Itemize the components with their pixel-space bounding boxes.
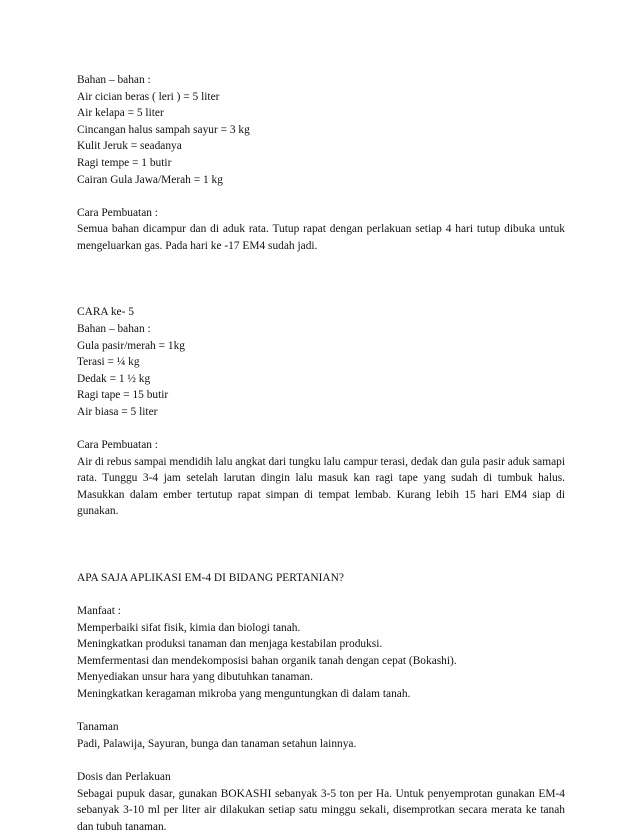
ingredient-item: Cairan Gula Jawa/Merah = 1 kg <box>77 173 223 186</box>
method-heading: Cara Pembuatan : <box>77 206 158 219</box>
benefit-item: Meningkatkan keragaman mikroba yang menguntungkan di dalam tanah. <box>77 688 411 700</box>
benefit-item: Memperbaiki sifat fisik, kimia dan biologi tanah. <box>77 621 301 634</box>
benefit-item: Meningkatkan produksi tanaman dan menjaga kestabilan produksi. <box>77 638 383 651</box>
ingredient-item: Dedak = 1 ½ kg <box>77 372 151 385</box>
ingredients-heading: Bahan – bahan : <box>77 74 151 86</box>
plants-heading: Tanaman <box>77 721 119 734</box>
method-heading: Cara Pembuatan : <box>77 439 158 452</box>
ingredient-item: Cincangan halus sampah sayur = 3 kg <box>77 123 250 136</box>
method-paragraph: Semua bahan dicampur dan di aduk rata. Tutup rapat dengan perlakuan setiap 4 hari tutup dibuka untuk mengeluarkan gas. Pada hari ke -17 EM4 sudah jadi. <box>77 223 565 252</box>
ingredient-item: Ragi tape = 15 butir <box>77 389 169 402</box>
ingredient-item: Ragi tempe = 1 butir <box>77 156 172 169</box>
section-title: APA SAJA APLIKASI EM-4 DI BIDANG PERTANIAN? <box>77 571 344 584</box>
ingredients-heading: Bahan – bahan : <box>77 322 151 335</box>
dosage-heading: Dosis dan Perlakuan <box>77 770 171 783</box>
ingredient-item: Terasi = ¼ kg <box>77 356 140 369</box>
ingredient-item: Air kelapa = 5 liter <box>77 107 164 120</box>
benefit-item: Menyediakan unsur hara yang dibutuhkan tanaman. <box>77 671 313 684</box>
ingredient-item: Air biasa = 5 liter <box>77 405 158 418</box>
ingredient-item: Gula pasir/merah = 1kg <box>77 339 185 352</box>
section-title: CARA ke- 5 <box>77 306 134 319</box>
ingredient-item: Air cician beras ( leri ) = 5 liter <box>77 90 220 103</box>
plants-text: Padi, Palawija, Sayuran, bunga dan tanaman setahun lainnya. <box>77 737 357 750</box>
method-paragraph: Air di rebus sampai mendidih lalu angkat dari tungku lalu campur terasi, dedak dan gula pasir aduk samapi rata. Tunggu 3-4 jam setelah larutan dingin lalu masuk kan ragi tape yang sudah di tumbuk halus. Masukkan dalam ember tertutup rapat simpan di tempat lembab. Kurang lebih 15 hari EM4 siap di gunakan. <box>77 455 565 518</box>
document-body <box>77 72 565 835</box>
benefits-heading: Manfaat : <box>77 605 121 618</box>
dosage-paragraph: Sebagai pupuk dasar, gunakan BOKASHI sebanyak 3-5 ton per Ha. Untuk penyemprotan gunakan EM-4 sebanyak 3-10 ml per liter air dilakukan setiap satu minggu sekali, disemprotkan secara merata ke tanah dan tubuh tanaman. <box>77 787 565 833</box>
benefit-item: Memfermentasi dan mendekomposisi bahan organik tanah dengan cepat (Bokashi). <box>77 654 457 667</box>
ingredient-item: Kulit Jeruk = seadanya <box>77 140 182 153</box>
